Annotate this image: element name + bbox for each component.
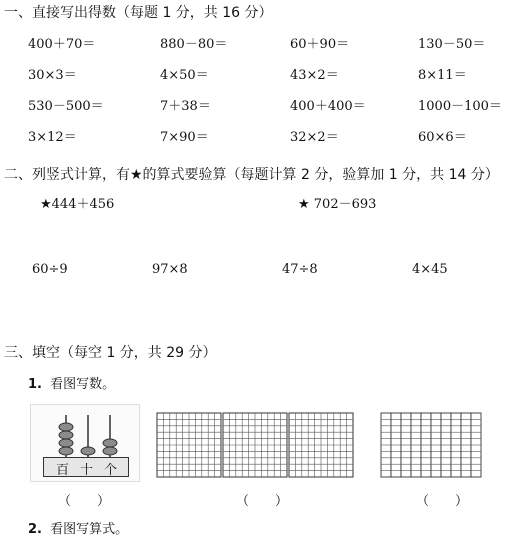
starred-problem-1: ★444＋456 <box>40 197 115 212</box>
abacus-bead <box>59 431 73 439</box>
section1-heading: 一、直接写出得数（每题 1 分，共 16 分） <box>4 5 273 21</box>
abacus-label-hundreds: 百 <box>56 463 70 478</box>
abacus-bead <box>59 447 73 455</box>
ten-strip <box>401 413 411 477</box>
math-problem: 8×11＝ <box>418 68 467 83</box>
ten-strip <box>381 413 391 477</box>
math-problem: 530－500＝ <box>28 99 104 114</box>
hundreds-blocks-figure <box>156 412 356 478</box>
math-problem: 32×2＝ <box>290 130 339 145</box>
ten-strip <box>431 413 441 477</box>
hundred-grid-block <box>223 413 287 477</box>
math-problem: 4×50＝ <box>160 68 209 83</box>
math-problem: 43×2＝ <box>290 68 339 83</box>
question-1-number: 1. <box>28 377 42 392</box>
hundred-grid-block <box>157 413 221 477</box>
question-1 <box>28 373 115 392</box>
abacus-bead <box>81 447 95 455</box>
section2-heading: 二、列竖式计算，有★的算式要验算（每题计算 2 分，验算加 1 分，共 14 分） <box>4 167 499 183</box>
question-2-number: 2. <box>28 522 42 537</box>
question-2-text: 看图写算式。 <box>50 522 129 537</box>
hundred-grid-block <box>289 413 353 477</box>
math-problem: 30×3＝ <box>28 68 77 83</box>
math-problem: 60＋90＝ <box>290 37 350 52</box>
ten-strip <box>391 413 401 477</box>
ten-strip <box>411 413 421 477</box>
ten-strip <box>441 413 451 477</box>
abacus-label-ones: 个 <box>104 463 118 478</box>
abacus-bead <box>103 439 117 447</box>
math-problem: 3×12＝ <box>28 130 77 145</box>
question-1-text: 看图写数。 <box>50 377 116 392</box>
abacus-bead <box>59 439 73 447</box>
abacus-base <box>43 457 129 477</box>
math-problem: 400＋70＝ <box>28 37 96 52</box>
ten-strip <box>471 413 481 477</box>
ten-strip <box>461 413 471 477</box>
vertical-problem-4: 4×45 <box>412 262 448 277</box>
vertical-problem-2: 97×8 <box>152 262 188 277</box>
math-problem: 1000－100＝ <box>418 99 502 114</box>
answer-blank-3[interactable]: （ ） <box>416 494 469 509</box>
tens-strips-figure <box>380 412 484 478</box>
abacus-label-tens: 十 <box>80 463 94 478</box>
math-problem: 60×6＝ <box>418 130 467 145</box>
math-problem: 130－50＝ <box>418 37 486 52</box>
math-problem: 880－80＝ <box>160 37 228 52</box>
vertical-problem-3: 47÷8 <box>282 262 318 277</box>
abacus-figure <box>30 404 140 482</box>
ten-strip <box>421 413 431 477</box>
section3-heading: 三、填空（每空 1 分，共 29 分） <box>4 345 217 361</box>
math-problem: 7＋38＝ <box>160 99 211 114</box>
answer-blank-2[interactable]: （ ） <box>236 494 289 509</box>
starred-problem-2: ★ 702－693 <box>298 197 377 212</box>
ten-strip <box>451 413 461 477</box>
abacus-bead <box>59 423 73 431</box>
question-2 <box>28 518 128 537</box>
vertical-problem-1: 60÷9 <box>32 262 68 277</box>
math-problem: 400＋400＝ <box>290 99 366 114</box>
abacus-bead <box>103 447 117 455</box>
answer-blank-1[interactable]: （ ） <box>58 494 111 509</box>
math-problem: 7×90＝ <box>160 130 209 145</box>
